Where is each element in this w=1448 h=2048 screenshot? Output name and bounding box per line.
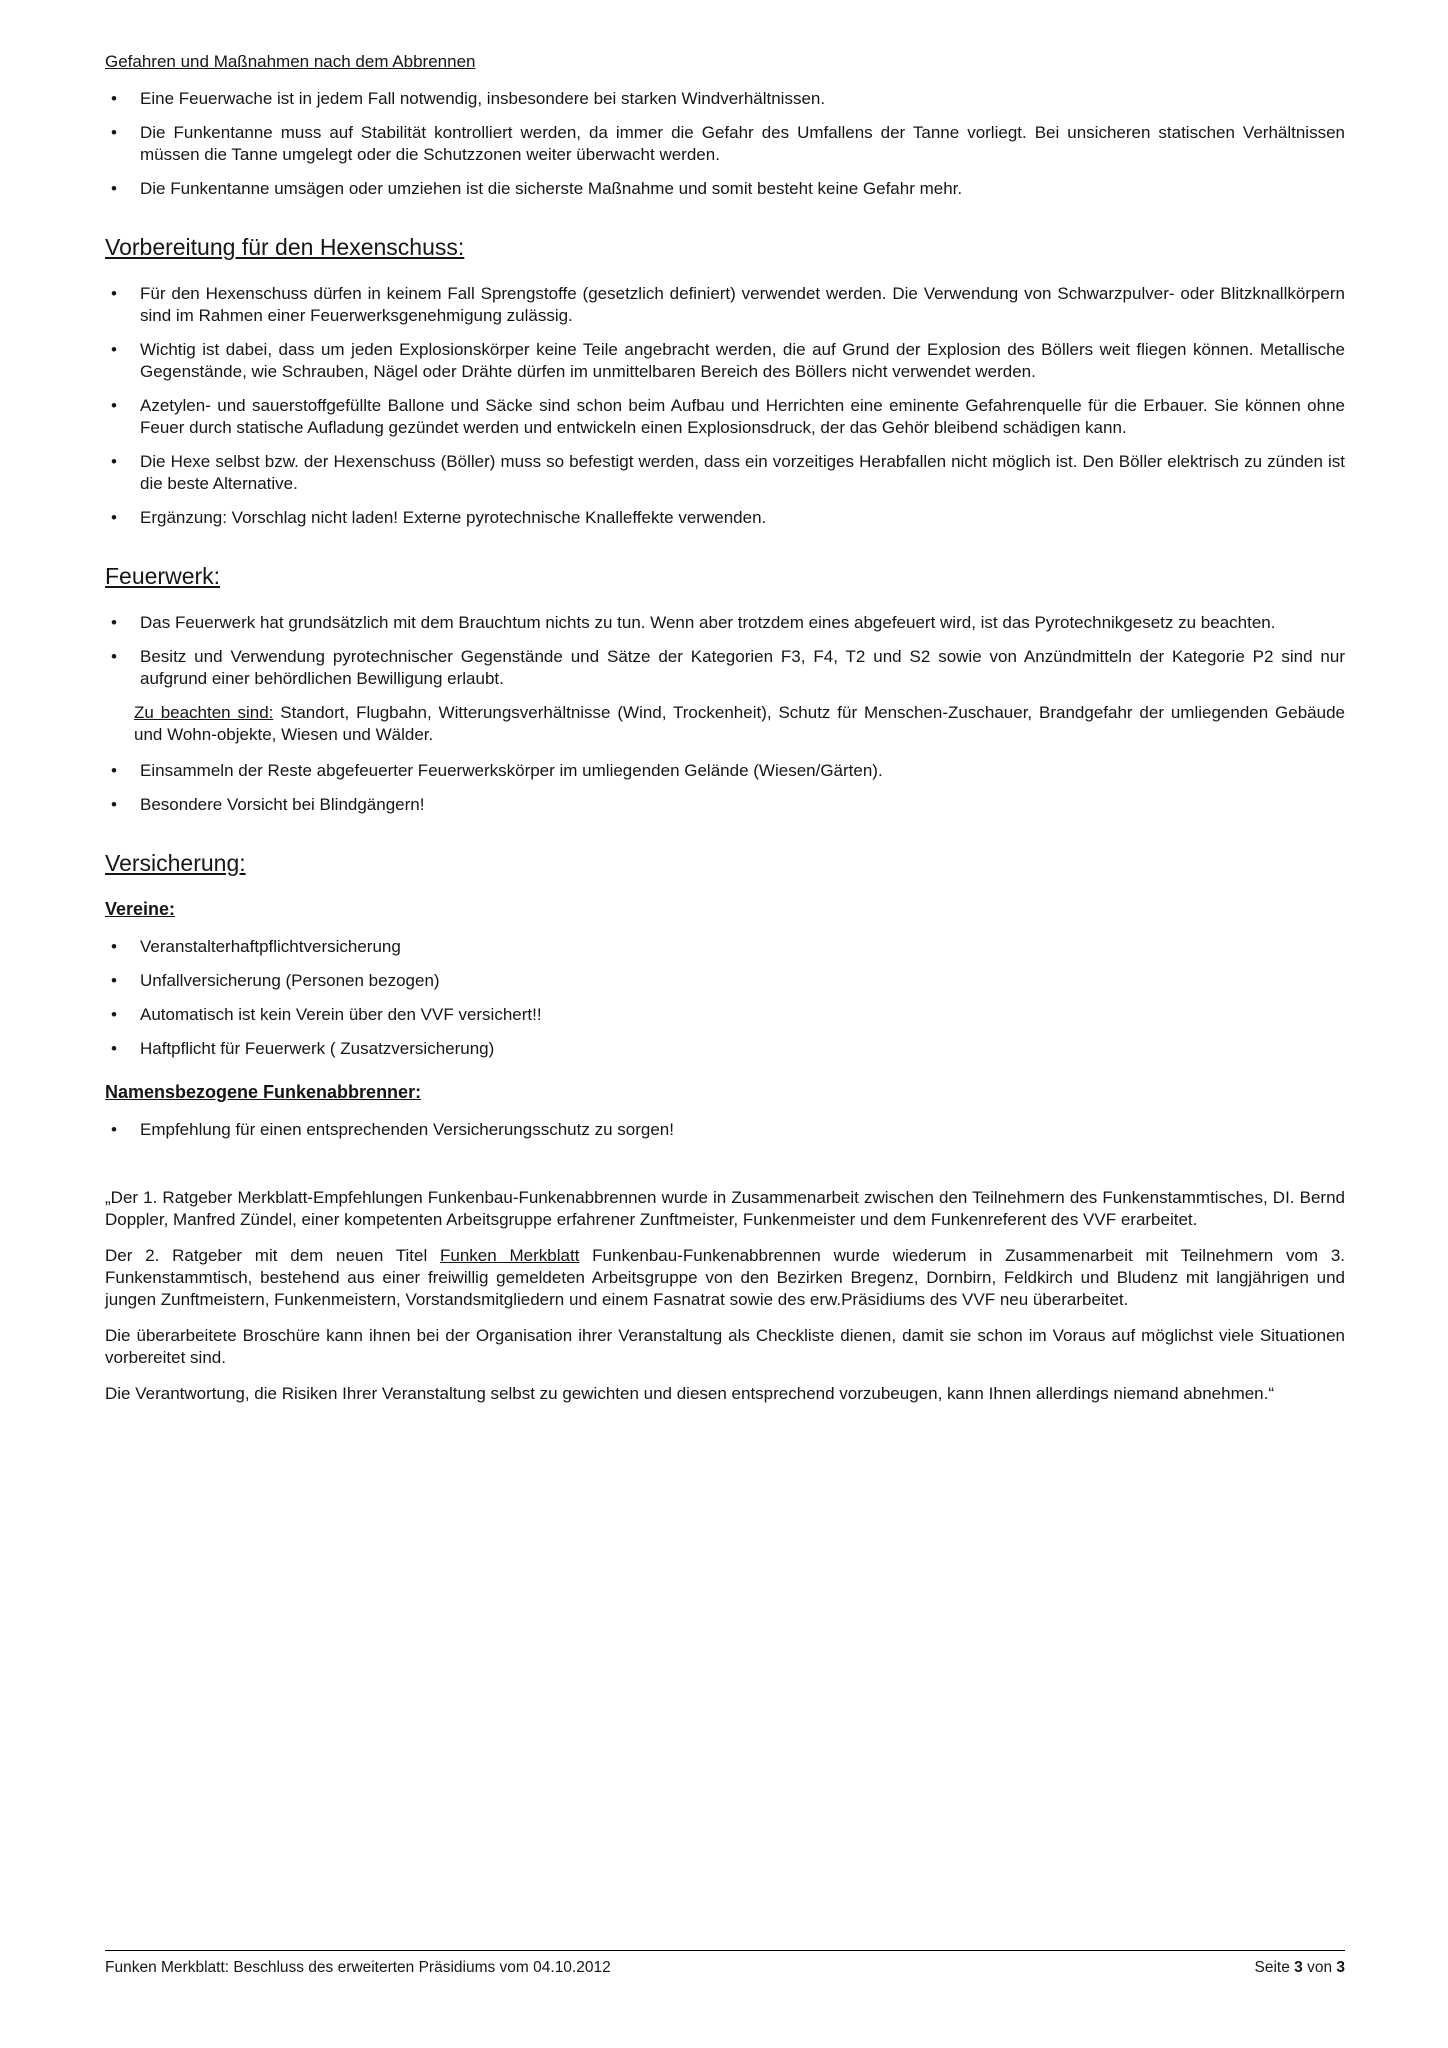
- list-item-text: Wichtig ist dabei, dass um jeden Explosionskörper keine Teile angebracht werden, die auf Grund der Explosion des Böllers weit fliegen können. Metallische Gegenstände, wie Schrauben, Nägel oder Drähte dürfen im unmittelbaren Bereich des Böllers nicht verwendet werden.: [140, 340, 1345, 381]
- closing-paragraph-2: [105, 1245, 1345, 1311]
- bullet-icon: [105, 1038, 140, 1060]
- footer-page-indicator: [1255, 1958, 1346, 1977]
- list-item: [105, 507, 1345, 529]
- list-item-text: Das Feuerwerk hat grundsätzlich mit dem Brauchtum nichts zu tun. Wenn aber trotzdem eines abgefeuert wird, ist das Pyrotechnikgesetz zu beachten.: [140, 613, 1276, 632]
- list-item-text: Die Funkentanne muss auf Stabilität kontrolliert werden, da immer die Gefahr des Umfallens der Tanne vorliegt. Bei unsicheren statischen Verhältnissen müssen die Tanne umgelegt oder die Schutzzonen weiter überwacht werden.: [140, 123, 1345, 164]
- bullet-icon: [105, 936, 140, 958]
- note-zu-beachten: [134, 702, 1345, 746]
- page-content: [105, 52, 1345, 1419]
- section-heading-feuerwerk: Feuerwerk:: [105, 563, 221, 589]
- list-item: [105, 283, 1345, 327]
- list-item: [105, 794, 1345, 816]
- footer-von-label: von: [1302, 1959, 1337, 1976]
- closing-paragraph-3: Die überarbeitete Broschüre kann ihnen bei der Organisation ihrer Veranstaltung als Checkliste dienen, damit sie schon im Voraus auf möglichst viele Situationen vorbereitet sind.: [105, 1326, 1345, 1367]
- bullet-icon: [105, 760, 140, 782]
- list-item: [105, 178, 1345, 200]
- closing-p2-after: Funkenbau-Funkenabbrennen wurde wiederum in Zusammenarbeit mit Teilnehmern vom 3. Funkenstammtisch, bestehend aus einer freiwillig gemeldeten Arbeitsgruppe von den Bezirken Bregenz, Dornbirn, Feldkirch und Bludenz mit langjährigen und jungen Zunftmeistern, Funkenmeistern, Vorstandsmitgliedern und einem Fasnatrat sowie des erw.Präsidiums des VVF neu überarbeitet.: [105, 1246, 1345, 1309]
- bullet-icon: [105, 612, 140, 634]
- bullet-icon: [105, 178, 140, 200]
- page-footer: [105, 1950, 1345, 1977]
- list-item: [105, 1004, 1345, 1026]
- section-closing: [105, 1187, 1345, 1405]
- closing-paragraph-4: Die Verantwortung, die Risiken Ihrer Veranstaltung selbst zu gewichten und diesen entsprechend vorzubeugen, kann Ihnen allerdings niemand abnehmen.“: [105, 1384, 1275, 1403]
- closing-p2-before: Der 2. Ratgeber mit dem neuen Titel: [105, 1246, 441, 1265]
- bullet-icon: [105, 283, 140, 327]
- subheading-namensbezogene: Namensbezogene Funkenabbrenner:: [105, 1082, 422, 1102]
- list-item: [105, 612, 1345, 634]
- bullet-icon: [105, 122, 140, 166]
- list-item-text: Besitz und Verwendung pyrotechnischer Gegenstände und Sätze der Kategorien F3, F4, T2 und S2 sowie von Anzündmitteln der Kategorie P2 sind nur aufgrund einer behördlichen Bewilligung erlaubt.: [140, 647, 1345, 688]
- list-item-text: Die Hexe selbst bzw. der Hexenschuss (Böller) muss so befestigt werden, dass ein vorzeitiges Herabfallen nicht möglich ist. Den Böller elektrisch zu zünden ist die beste Alternative.: [140, 452, 1345, 493]
- list-item-text: Für den Hexenschuss dürfen in keinem Fall Sprengstoffe (gesetzlich definiert) verwendet werden. Die Verwendung von Schwarzpulver- oder Blitzknallkörpern sind im Rahmen einer Feuerwerksgenehmigung zulässig.: [140, 284, 1345, 325]
- bullet-icon: [105, 339, 140, 383]
- section-hexenschuss: [105, 234, 1345, 529]
- list-item-text: Unfallversicherung (Personen bezogen): [140, 971, 440, 990]
- footer-total-pages: 3: [1336, 1959, 1345, 1976]
- list-item: [105, 936, 1345, 958]
- bullet-icon: [105, 1004, 140, 1026]
- list-item-text: Ergänzung: Vorschlag nicht laden! Externe pyrotechnische Knalleffekte verwenden.: [140, 508, 767, 527]
- closing-p2-underlined: Funken Merkblatt: [440, 1246, 580, 1265]
- list-item: [105, 395, 1345, 439]
- section-gefahren: [105, 52, 1345, 200]
- list-item: [105, 122, 1345, 166]
- footer-left-text: Funken Merkblatt: Beschluss des erweiterten Präsidiums vom 04.10.2012: [105, 1959, 611, 1976]
- list-item: [105, 88, 1345, 110]
- list-item-text: Azetylen- und sauerstoffgefüllte Ballone und Säcke sind schon beim Aufbau und Herrichten eine eminente Gefahrenquelle für die Erbauer. Sie können ohne Feuer durch statische Aufladung gezündet werden und entwickeln einen Explosionsdruck, der das Gehör bleibend schädigen kann.: [140, 396, 1345, 437]
- footer-page-number: 3: [1294, 1959, 1303, 1976]
- list-item-text: Empfehlung für einen entsprechenden Versicherungsschutz zu sorgen!: [140, 1120, 674, 1139]
- note-lead: Zu beachten sind:: [134, 703, 274, 722]
- list-item-text: Besondere Vorsicht bei Blindgängern!: [140, 795, 425, 814]
- closing-paragraph-1: „Der 1. Ratgeber Merkblatt-Empfehlungen Funkenbau-Funkenabbrennen wurde in Zusammenarbeit zwischen den Teilnehmern des Funkenstammtisches, DI. Bernd Doppler, Manfred Zündel, einer kompetenten Arbeitsgruppe erfahrener Zunftmeister, Funkenmeister und dem Funkenreferent des VVF erarbeitet.: [105, 1188, 1345, 1229]
- bullet-icon: [105, 1119, 140, 1141]
- footer-seite-label: Seite: [1254, 1959, 1295, 1976]
- bullet-icon: [105, 794, 140, 816]
- section-feuerwerk: [105, 563, 1345, 816]
- subheading-vereine: Vereine:: [105, 899, 176, 919]
- list-item: [105, 451, 1345, 495]
- list-item-text: Eine Feuerwache ist in jedem Fall notwendig, insbesondere bei starken Windverhältnissen.: [140, 89, 826, 108]
- section-heading-gefahren: Gefahren und Maßnahmen nach dem Abbrennen: [105, 52, 476, 71]
- section-heading-hexenschuss: Vorbereitung für den Hexenschuss:: [105, 234, 465, 260]
- list-item: [105, 339, 1345, 383]
- bullet-icon: [105, 970, 140, 992]
- section-versicherung: [105, 850, 1345, 1141]
- list-item: [105, 760, 1345, 782]
- bullet-icon: [105, 88, 140, 110]
- bullet-icon: [105, 395, 140, 439]
- list-item: [105, 970, 1345, 992]
- list-item-text: Einsammeln der Reste abgefeuerter Feuerwerkskörper im umliegenden Gelände (Wiesen/Gärten).: [140, 761, 883, 780]
- note-rest: Standort, Flugbahn, Witterungsverhältnisse (Wind, Trockenheit), Schutz für Menschen-Zuschauer, Brandgefahr der umliegenden Gebäude und Wohn-objekte, Wiesen und Wälder.: [134, 703, 1345, 744]
- list-item-text: Automatisch ist kein Verein über den VVF versichert!!: [140, 1005, 542, 1024]
- section-heading-versicherung: Versicherung:: [105, 850, 246, 876]
- list-item: [105, 1038, 1345, 1060]
- list-item-text: Haftpflicht für Feuerwerk ( Zusatzversicherung): [140, 1039, 495, 1058]
- list-item: [105, 646, 1345, 690]
- bullet-icon: [105, 451, 140, 495]
- list-item-text: Veranstalterhaftpflichtversicherung: [140, 937, 401, 956]
- bullet-icon: [105, 646, 140, 690]
- list-item-text: Die Funkentanne umsägen oder umziehen ist die sicherste Maßnahme und somit besteht keine Gefahr mehr.: [140, 179, 963, 198]
- list-item: [105, 1119, 1345, 1141]
- bullet-icon: [105, 507, 140, 529]
